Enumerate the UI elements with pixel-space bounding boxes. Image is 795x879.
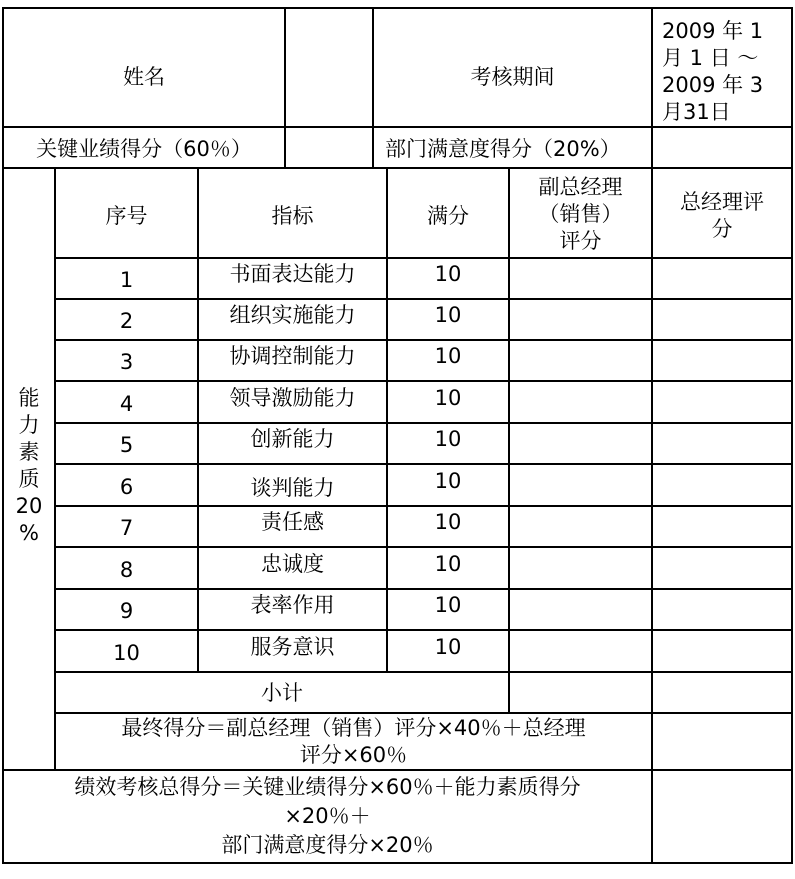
name-label: 姓名 <box>123 65 165 89</box>
period-line-3: 2009 年 3 <box>662 73 764 97</box>
row-seq: 2 <box>119 309 134 333</box>
ability-label-4: 质 <box>18 467 40 491</box>
ability-label-2: 力 <box>18 413 40 437</box>
col-header-gm-line-2: 分 <box>711 217 733 241</box>
total-formula-line-2: ×20％＋ <box>284 804 371 828</box>
row-vgm-score-cell[interactable] <box>509 506 652 547</box>
row-gm-score-cell[interactable] <box>652 506 792 547</box>
table-row <box>55 381 792 423</box>
row-seq: 6 <box>119 475 134 499</box>
col-header-gm-line-1: 总经理评 <box>680 190 764 214</box>
table-row <box>55 547 792 589</box>
col-header-indicator <box>198 168 387 258</box>
col-header-vgm-line-2: （销售） <box>538 202 623 226</box>
row-indicator: 组织实施能力 <box>229 303 356 327</box>
grid-line <box>2 7 4 864</box>
row-seq: 8 <box>119 558 134 582</box>
col-header-full-score <box>387 168 509 258</box>
row-seq: 9 <box>119 599 134 623</box>
table-row <box>55 299 792 340</box>
row-gm-score-cell[interactable] <box>652 630 792 672</box>
col-header-gm-score <box>652 168 792 258</box>
period-line-1: 2009 年 1 <box>662 19 764 43</box>
grid-line <box>508 167 510 714</box>
total-value-cell[interactable] <box>652 770 792 863</box>
row-vgm-score-cell[interactable] <box>509 464 652 506</box>
dept-satisfaction-label-cell <box>373 127 652 168</box>
table-row <box>55 464 792 506</box>
row-indicator: 领导激励能力 <box>229 386 356 410</box>
row-vgm-score-cell[interactable] <box>509 299 652 340</box>
table-row <box>55 589 792 630</box>
row-vgm-score-cell[interactable] <box>509 547 652 589</box>
row-indicator: 创新能力 <box>250 427 335 451</box>
row-full-score: 10 <box>434 427 462 451</box>
row-vgm-score-cell[interactable] <box>509 340 652 381</box>
row-indicator: 服务意识 <box>250 635 335 659</box>
period-line-4: 月31日 <box>662 100 731 124</box>
grid-line <box>55 588 793 590</box>
ability-label-3: 素 <box>18 440 40 464</box>
row-seq: 4 <box>119 392 134 416</box>
ability-section-label-cell <box>3 168 55 770</box>
grid-line <box>197 167 199 673</box>
period-line-2: 月 1 日 ～ <box>662 46 759 70</box>
grid-line <box>55 671 793 673</box>
total-formula-line-3: 部门满意度得分×20％ <box>221 833 434 857</box>
row-vgm-score-cell[interactable] <box>509 381 652 423</box>
col-header-full-score-text: 满分 <box>427 204 469 228</box>
row-gm-score-cell[interactable] <box>652 464 792 506</box>
table-row <box>55 630 792 672</box>
name-label-cell <box>3 8 285 127</box>
total-formula-cell <box>3 770 652 863</box>
subtotal-label: 小计 <box>261 681 303 705</box>
grid-line <box>55 463 793 465</box>
grid-line <box>55 629 793 631</box>
row-full-score: 10 <box>434 635 462 659</box>
grid-line <box>55 257 793 259</box>
row-seq: 5 <box>119 433 134 457</box>
col-header-vgm-line-3: 评分 <box>559 229 602 253</box>
row-full-score: 10 <box>434 262 462 286</box>
col-header-vgm-line-1: 副总经理 <box>538 175 623 199</box>
row-seq: 10 <box>113 641 140 665</box>
key-performance-label: 关键业绩得分（60％） <box>36 137 252 161</box>
period-label: 考核期间 <box>470 65 555 89</box>
table-row <box>55 506 792 547</box>
row-gm-score-cell[interactable] <box>652 299 792 340</box>
period-label-cell <box>373 8 652 127</box>
row-gm-score-cell[interactable] <box>652 340 792 381</box>
row-full-score: 10 <box>434 552 462 576</box>
total-formula-line-1: 绩效考核总得分＝关键业绩得分×60％＋能力素质得分 <box>74 775 581 799</box>
final-score-formula-cell <box>55 713 652 770</box>
grid-line <box>3 862 793 864</box>
row-full-score: 10 <box>434 469 462 493</box>
row-gm-score-cell[interactable] <box>652 547 792 589</box>
grid-line <box>55 422 793 424</box>
row-seq: 3 <box>119 350 134 374</box>
row-gm-score-cell[interactable] <box>652 423 792 464</box>
grid-line <box>372 7 374 169</box>
final-formula-line-1: 最终得分＝副总经理（销售）评分×40％＋总经理 <box>121 716 586 740</box>
row-full-score: 10 <box>434 510 462 534</box>
table-row <box>55 423 792 464</box>
col-header-seq-text: 序号 <box>105 204 148 228</box>
name-value-cell[interactable] <box>285 8 373 127</box>
row-vgm-score-cell[interactable] <box>509 258 652 299</box>
grid-line <box>386 167 388 673</box>
col-header-seq <box>55 168 198 258</box>
row-full-score: 10 <box>434 303 462 327</box>
key-performance-value-cell[interactable] <box>285 127 373 168</box>
period-value-cell <box>652 8 792 127</box>
dept-satisfaction-value-cell[interactable] <box>652 127 792 168</box>
grid-line <box>3 167 793 169</box>
row-gm-score-cell[interactable] <box>652 589 792 630</box>
subtotal-gm-cell[interactable] <box>652 672 792 713</box>
row-full-score: 10 <box>434 386 462 410</box>
row-full-score: 10 <box>434 344 462 368</box>
table-row <box>55 258 792 299</box>
subtotal-label-cell <box>55 672 509 713</box>
grid-line <box>55 339 793 341</box>
row-gm-score-cell[interactable] <box>652 258 792 299</box>
grid-line <box>55 546 793 548</box>
grid-line <box>284 7 286 169</box>
grid-line <box>3 7 793 9</box>
row-vgm-score-cell[interactable] <box>509 423 652 464</box>
row-indicator: 忠诚度 <box>261 552 324 576</box>
grid-line <box>55 505 793 507</box>
ability-label-5: 20 <box>15 494 43 518</box>
grid-line <box>3 769 793 771</box>
grid-line <box>3 126 793 128</box>
row-vgm-score-cell[interactable] <box>509 630 652 672</box>
subtotal-vgm-cell[interactable] <box>509 672 652 713</box>
table-row <box>55 340 792 381</box>
row-gm-score-cell[interactable] <box>652 381 792 423</box>
row-indicator: 表率作用 <box>250 593 335 617</box>
row-indicator: 责任感 <box>261 510 324 534</box>
grid-line <box>55 298 793 300</box>
final-formula-line-2: 评分×60％ <box>299 743 408 767</box>
ability-label-1: 能 <box>18 386 40 410</box>
grid-line <box>55 712 793 714</box>
grid-line <box>55 380 793 382</box>
row-full-score: 10 <box>434 593 462 617</box>
col-header-indicator-text: 指标 <box>271 204 314 228</box>
row-vgm-score-cell[interactable] <box>509 589 652 630</box>
key-performance-label-cell <box>3 127 285 168</box>
grid-line <box>791 7 793 864</box>
grid-line <box>651 7 653 864</box>
grid-line <box>54 167 56 771</box>
row-indicator: 书面表达能力 <box>229 262 356 286</box>
final-score-value-cell[interactable] <box>652 713 792 770</box>
col-header-vgm-score <box>509 168 652 258</box>
row-seq: 7 <box>119 516 134 540</box>
row-indicator: 协调控制能力 <box>229 344 356 368</box>
row-indicator: 谈判能力 <box>250 476 335 500</box>
dept-satisfaction-label: 部门满意度得分（20%） <box>385 137 621 161</box>
ability-label-6: % <box>19 521 39 545</box>
row-seq: 1 <box>119 268 134 292</box>
